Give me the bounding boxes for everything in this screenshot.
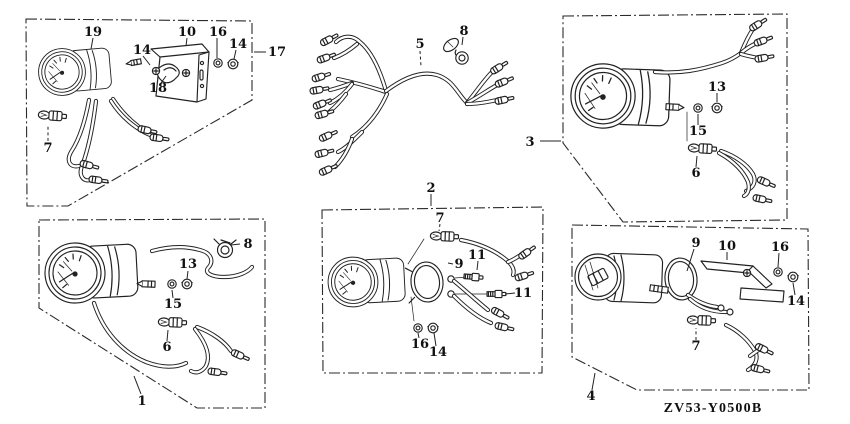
callout-7: 7 [435,211,445,226]
callout-5: 5 [415,37,425,52]
panel-4 [572,225,809,404]
bulb-7 [430,231,458,241]
panel-ref-3: 3 [525,135,535,150]
callout-14: 14 [428,345,448,360]
callout-15: 15 [688,124,708,139]
socket-bulb-8 [441,36,468,64]
bulb-6 [688,143,717,154]
bulb-7 [38,110,67,121]
clamp-screw-left [152,67,159,74]
stud-1 [137,281,155,288]
callout-18: 18 [148,81,168,96]
washer-15 [694,104,702,112]
nut-14 [227,59,238,69]
callout-14b: 14 [228,37,248,52]
panel-ref-4: 4 [586,389,596,404]
panel-2 [322,181,543,373]
nut-13 [181,279,192,289]
bulb-7 [687,315,715,325]
sensor-11b [487,290,506,297]
wire-harness-5 [310,24,515,176]
callout-7: 7 [43,141,53,156]
meter-19 [37,44,113,97]
clamp-18 [157,64,179,83]
callout-16: 16 [208,25,228,40]
meter-1-wires [94,303,250,377]
nut-13 [711,103,722,113]
panel-3 [525,14,787,222]
callout-8: 8 [243,237,253,252]
callout-11a: 11 [467,248,487,263]
nut-14 [427,323,438,333]
callout-9: 9 [454,257,464,272]
meter-19-wires [69,99,170,185]
clamp-8 [214,239,236,258]
meter-2 [327,254,406,308]
panel-ref-17: 17 [267,45,287,60]
callout-14: 14 [786,294,806,309]
callout-16: 16 [410,337,430,352]
washer-15 [168,280,176,288]
clamp-screw-right [182,69,189,76]
callout-11b: 11 [513,286,533,301]
bulb-6 [158,317,186,327]
meter-1 [43,240,138,305]
callout-14a: 14 [132,43,152,58]
screw-14 [126,59,142,67]
callout-7: 7 [691,339,701,354]
callout-13: 13 [178,257,198,272]
panel-ref-1: 1 [137,394,147,409]
callout-13: 13 [707,80,727,95]
panel-1 [39,219,265,409]
callout-9: 9 [691,236,701,251]
washer-16 [774,268,782,276]
nut-14 [787,272,798,282]
callout-10: 10 [717,239,737,254]
callout-6: 6 [162,340,172,355]
meter-4 [575,253,663,303]
stud-3 [666,104,684,111]
callout-16: 16 [770,240,790,255]
washer-16 [214,59,222,67]
callout-6: 6 [691,166,701,181]
bezel-ring-9 [663,256,699,301]
meter-4-wires [688,295,774,375]
washer-16 [414,324,422,332]
panel-17 [26,19,286,206]
sensor-11a [464,273,483,282]
callout-10: 10 [177,25,197,40]
callout-19: 19 [83,25,103,40]
bracket-10 [701,261,784,302]
callout-15: 15 [163,297,183,312]
callout-8: 8 [459,24,469,39]
diagram-part-code: ZV53-Y0500B [663,401,763,416]
panel-ref-2: 2 [426,181,436,196]
